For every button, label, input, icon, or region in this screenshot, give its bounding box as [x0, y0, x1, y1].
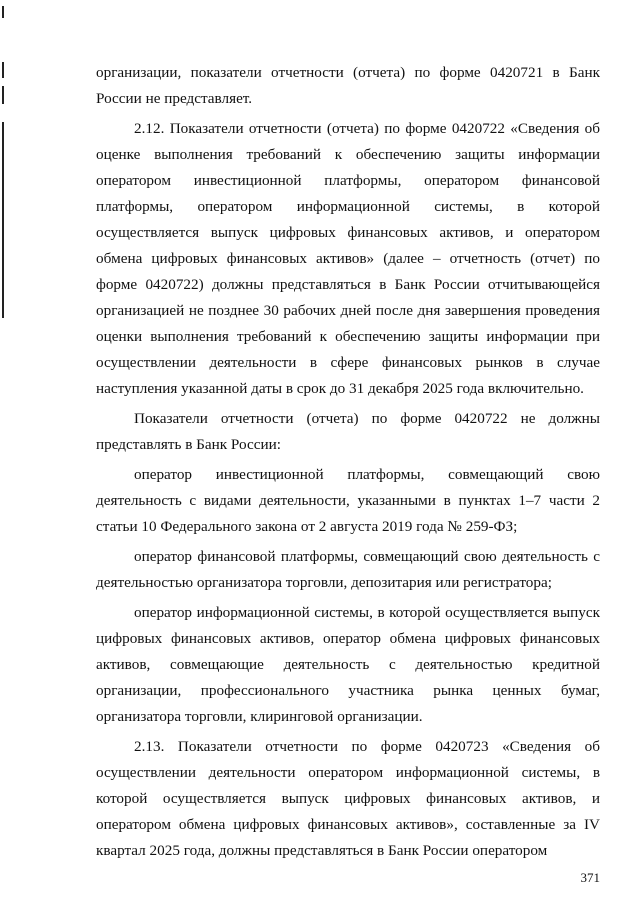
scan-margin-mark [2, 122, 4, 318]
paragraph-continuation: организации, показатели отчетности (отчета) по форме 0420721 в Банк России не представляет. [96, 64, 600, 107]
scan-margin-mark [2, 86, 4, 104]
paragraph-section-2-12: 2.12. Показатели отчетности (отчета) по форме 0420722 «Сведения об оценке выполнения требований к обеспечению защиты информации оператором инвестиционной платформы, оператором финансовой платформы, оператором информационной системы, в которой осуществляется выпуск цифровых финансовых активов, и оператором обмена цифровых финансовых активов» (далее – отчетность (отчет) по форме 0420722) должны представляться в Банк России отчитывающейся организацией не позднее 30 рабочих дней после дня завершения проведения оценки выполнения требований к обеспечению защиты информации при осуществлении деятельности в сфере финансовых рынков в случае наступления указанной даты в срок до 31 декабря 2025 года включительно. [96, 120, 600, 397]
paragraph-financial-platform-operator: оператор финансовой платформы, совмещающий свою деятельность с деятельностью организатора торговли, депозитария или регистратора; [96, 548, 600, 591]
paragraph-exemption-intro: Показатели отчетности (отчета) по форме 0420722 не должны представлять в Банк России: [96, 410, 600, 453]
scan-margin-mark [2, 6, 4, 18]
paragraph-information-system-operator: оператор информационной системы, в которой осуществляется выпуск цифровых финансовых активов, оператор обмена цифровых финансовых активов, совмещающие деятельность с деятельностью кредитной организации, профессионального участника рынка ценных бумаг, организатора торговли, клиринговой организации. [96, 604, 600, 725]
scan-margin-mark [2, 62, 4, 78]
page-number: 371 [580, 870, 600, 885]
paragraph-section-2-13: 2.13. Показатели отчетности по форме 0420723 «Сведения об осуществлении деятельности оператором информационной системы, в которой осуществляется выпуск цифровых финансовых активов, и оператором обмена цифровых финансовых активов», составленные за IV квартал 2025 года, должны представляться в Банк России оператором [96, 738, 600, 859]
document-body [96, 60, 600, 864]
paragraph-investment-platform-operator: оператор инвестиционной платформы, совмещающий свою деятельность с видами деятельности, указанными в пунктах 1–7 части 2 статьи 10 Федерального закона от 2 августа 2019 года № 259-ФЗ; [96, 466, 600, 535]
